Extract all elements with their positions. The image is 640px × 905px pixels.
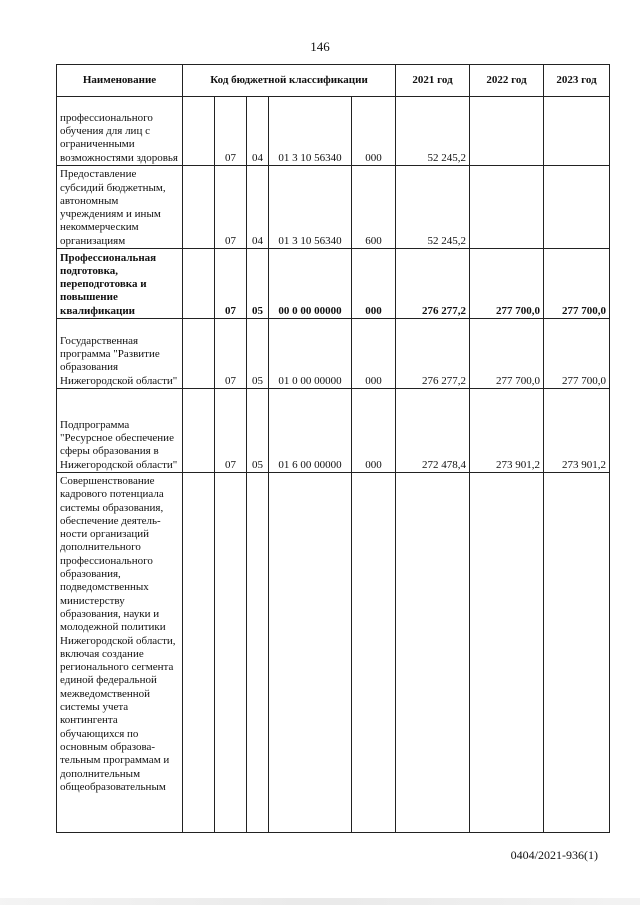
row-2022 xyxy=(470,97,544,166)
row-target-article: 00 0 00 00000 xyxy=(269,249,352,319)
row-2021: 52 245,2 xyxy=(396,166,470,249)
row-empty-code xyxy=(183,473,215,833)
table-row xyxy=(57,97,610,166)
row-empty-code xyxy=(183,389,215,473)
budget-table xyxy=(56,64,610,833)
header-2023: 2023 год xyxy=(544,65,610,97)
row-expense-type: 600 xyxy=(352,166,396,249)
row-subsection: 04 xyxy=(247,97,269,166)
table-row xyxy=(57,473,610,833)
row-2021 xyxy=(396,473,470,833)
row-target-article: 01 0 00 00000 xyxy=(269,319,352,389)
row-target-article: 01 3 10 56340 xyxy=(269,166,352,249)
row-subsection: 05 xyxy=(247,319,269,389)
row-subsection: 05 xyxy=(247,389,269,473)
row-name: Профессиональная подготовка, переподготовка и повышение квалификации xyxy=(57,249,183,319)
row-2021: 276 277,2 xyxy=(396,249,470,319)
row-2023: 277 700,0 xyxy=(544,249,610,319)
row-section xyxy=(215,473,247,833)
row-2021: 276 277,2 xyxy=(396,319,470,389)
row-expense-type xyxy=(352,473,396,833)
row-empty-code xyxy=(183,319,215,389)
document-code: 0404/2021-936(1) xyxy=(510,848,598,862)
row-name: Предоставление субсидий бюджетным, автономным учреждениям и иным некоммерческим организациям xyxy=(57,166,183,249)
header-name: Наименование xyxy=(57,65,183,97)
table-row xyxy=(57,166,610,249)
table-header-row xyxy=(57,65,610,97)
row-empty-code xyxy=(183,97,215,166)
page-number: 146 xyxy=(310,39,330,54)
row-2022: 277 700,0 xyxy=(470,319,544,389)
header-budget-code: Код бюджетной классификации xyxy=(183,65,396,97)
row-expense-type: 000 xyxy=(352,389,396,473)
row-2022 xyxy=(470,166,544,249)
row-section: 07 xyxy=(215,389,247,473)
row-subsection: 05 xyxy=(247,249,269,319)
row-subsection: 04 xyxy=(247,166,269,249)
row-target-article xyxy=(269,473,352,833)
row-2022 xyxy=(470,473,544,833)
row-2022: 277 700,0 xyxy=(470,249,544,319)
row-2023 xyxy=(544,166,610,249)
scan-edge-artifact xyxy=(0,898,640,905)
row-subsection xyxy=(247,473,269,833)
row-2022: 273 901,2 xyxy=(470,389,544,473)
row-section: 07 xyxy=(215,249,247,319)
row-name: Совершенствование кадрового потенциала системы образования, обеспечение деятель-ности организаций дополнительного профессионального образования, подведомственных министерству образования, науки и молодежной политики Нижегородской области, включая создание регионального сегмента единой федеральной межведомственной системы учета контингента обучающихся по основным образова-тельным программам и дополнительным общеобразовательным xyxy=(57,473,183,833)
table-row xyxy=(57,249,610,319)
row-empty-code xyxy=(183,166,215,249)
row-2021: 52 245,2 xyxy=(396,97,470,166)
row-name: Подпрограмма "Ресурсное обеспечение сферы образования в Нижегородской области" xyxy=(57,389,183,473)
row-name: профессионального обучения для лиц с ограниченными возможностями здоровья xyxy=(57,97,183,166)
header-2022: 2022 год xyxy=(470,65,544,97)
table-row xyxy=(57,319,610,389)
row-expense-type: 000 xyxy=(352,97,396,166)
row-section: 07 xyxy=(215,166,247,249)
row-name: Государственная программа "Развитие образования Нижегородской области" xyxy=(57,319,183,389)
row-target-article: 01 6 00 00000 xyxy=(269,389,352,473)
header-2021: 2021 год xyxy=(396,65,470,97)
row-2023: 277 700,0 xyxy=(544,319,610,389)
row-2023 xyxy=(544,473,610,833)
row-expense-type: 000 xyxy=(352,249,396,319)
row-target-article: 01 3 10 56340 xyxy=(269,97,352,166)
row-2021: 272 478,4 xyxy=(396,389,470,473)
row-2023: 273 901,2 xyxy=(544,389,610,473)
row-section: 07 xyxy=(215,319,247,389)
row-2023 xyxy=(544,97,610,166)
row-section: 07 xyxy=(215,97,247,166)
table-row xyxy=(57,389,610,473)
row-expense-type: 000 xyxy=(352,319,396,389)
row-empty-code xyxy=(183,249,215,319)
